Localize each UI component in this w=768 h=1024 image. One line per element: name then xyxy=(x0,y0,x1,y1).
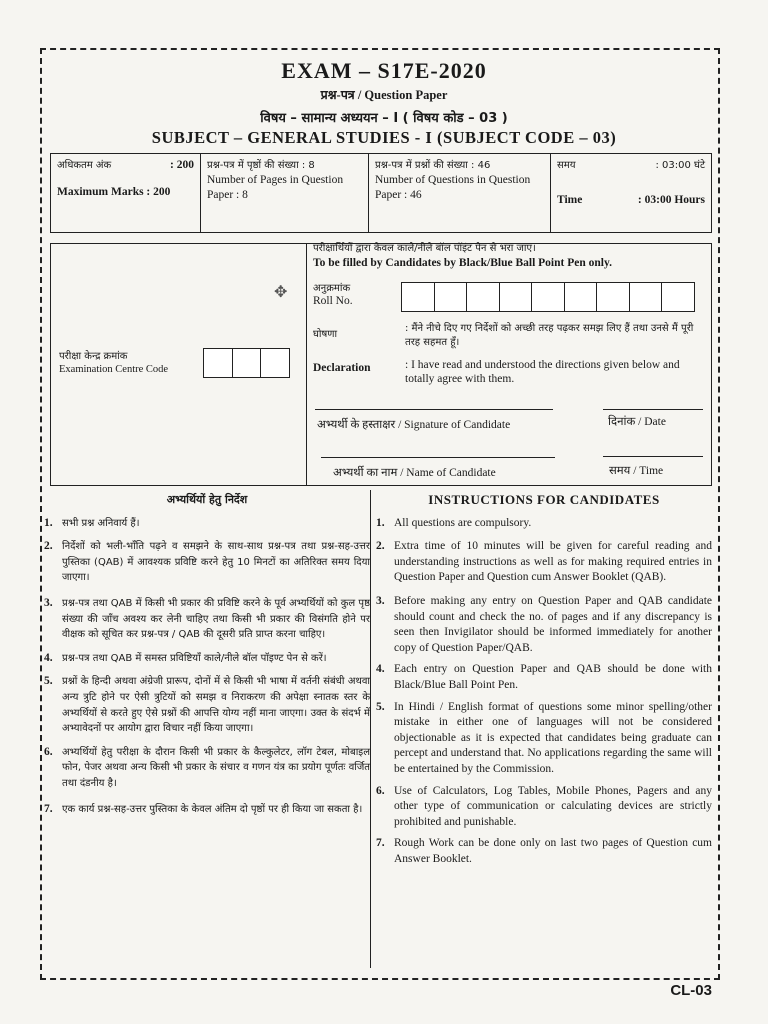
instruction-number: 7. xyxy=(44,802,53,815)
instruction-text: सभी प्रश्न अनिवार्य हैं। xyxy=(62,517,140,529)
instructions-hi-list xyxy=(44,516,370,818)
instruction-text: Extra time of 10 minutes will be given for careful reading and understanding instructions as well as for making required entries in Question Paper and Question cum Answer Booklet (QAB). xyxy=(394,540,712,584)
instruction-number: 4. xyxy=(376,663,385,676)
name-label: अभ्यर्थी का नाम / Name of Candidate xyxy=(333,467,496,479)
instructions-en-list xyxy=(376,516,712,868)
instruction-item xyxy=(44,539,370,586)
instruction-item xyxy=(376,516,712,532)
pages-cell xyxy=(201,154,369,232)
instruction-text: प्रश्नों के हिन्दी अथवा अंग्रेजी प्रारूप, दोनों में से किसी भी भाषा में वर्तनी संबंधी अथवा अन्य त्रुटि होने पर ऐसी त्रुटियों को समझ व निराकरण की अपेक्षा स्नातक स्तर के अभ्यर्थियों से करते हुए ऐसे प्रश्नों की आपत्ति योग्य नहीं माना जाएगा। उक्त के संदर्भ में अभ्यावेदनों पर आयोग द्वारा विचार नहीं किया जाएगा। xyxy=(62,676,370,735)
centre-code-hi: परीक्षा केन्द्र क्रमांक xyxy=(59,351,128,362)
questions-en: Number of Questions in Question Paper : 46 xyxy=(375,174,531,201)
declaration-en: : I have read and understood the directions given below and totally agree with them. xyxy=(405,359,680,385)
instruction-text: Before making any entry on Question Paper and QAB candidate should count and check the no. of pages and if any discrepancy is seen then Invigilator should be informed immediately for another copy of Question Paper/QAB. xyxy=(394,594,712,654)
centre-digit-box[interactable] xyxy=(232,348,262,378)
instruction-number: 1. xyxy=(44,516,53,529)
instruction-item xyxy=(376,700,712,778)
instruction-number: 1. xyxy=(376,516,385,529)
time-hi-value: : 03:00 घंटे xyxy=(655,160,705,171)
name-line[interactable] xyxy=(321,457,555,458)
instructions-divider xyxy=(370,490,371,968)
roll-digit-box[interactable] xyxy=(596,282,630,312)
date-line[interactable] xyxy=(603,409,703,410)
roll-digit-box[interactable] xyxy=(466,282,500,312)
candidate-fill-area xyxy=(313,244,705,485)
roll-hi: अनुक्रमांक xyxy=(313,283,351,294)
instruction-item xyxy=(44,596,370,643)
instruction-item xyxy=(44,674,370,736)
centre-code-label xyxy=(59,350,199,376)
instruction-number: 7. xyxy=(376,837,385,850)
instruction-text: Rough Work can be done only on last two pages of Question cum Answer Booklet. xyxy=(394,837,712,865)
instruction-text: Each entry on Question Paper and QAB should be done with Black/Blue Ball Point Pen. xyxy=(394,663,712,691)
instruction-item xyxy=(376,539,712,586)
pages-en: Number of Pages in Question Paper : 8 xyxy=(207,174,344,201)
instruction-number: 6. xyxy=(376,784,385,797)
declaration-hi-label: घोषणा xyxy=(313,329,338,340)
instruction-text: प्रश्न-पत्र तथा QAB में समस्त प्रविष्टियाँ काले/नीले बॉल पॉइण्ट पेन से करें। xyxy=(62,652,327,664)
instruction-item xyxy=(44,516,370,532)
exam-info-table xyxy=(50,153,712,233)
max-marks-hi-value: : 200 xyxy=(170,159,194,171)
centre-code-en: Examination Centre Code xyxy=(59,364,169,375)
declaration-en-label: Declaration xyxy=(313,362,371,374)
declaration-hi: : मैंने नीचे दिए गए निर्देशों को अच्छी तरह पढ़कर समझ लिए हैं तथा उनसे मैं पूरी तरह सहमत हूँ। xyxy=(405,323,694,348)
time-en: Time xyxy=(557,194,583,206)
instruction-item xyxy=(376,594,712,656)
roll-digit-box[interactable] xyxy=(401,282,435,312)
instruction-text: अभ्यर्थियों हेतु परीक्षा के दौरान किसी भी प्रकार के कैल्कुलेटर, लॉग टेबल, मोबाइल फोन, पेजर अथवा अन्य किसी भी प्रकार के संचार व गणन यंत्र का प्रयोग पूर्णतः वर्जित तथा दंडनीय है। xyxy=(62,746,370,789)
max-marks-cell xyxy=(51,154,201,232)
roll-number-boxes[interactable] xyxy=(401,282,694,312)
time-label: समय / Time xyxy=(609,465,664,477)
roll-digit-box[interactable] xyxy=(499,282,533,312)
roll-digit-box[interactable] xyxy=(564,282,598,312)
roll-number-label xyxy=(313,282,353,308)
instruction-text: एक कार्य प्रश्न-सह-उत्तर पुस्तिका के केवल अंतिम दो पृष्ठों पर ही किया जा सकता है। xyxy=(62,803,363,815)
date-label: दिनांक / Date xyxy=(608,416,666,428)
roll-en: Roll No. xyxy=(313,295,353,307)
roll-digit-box[interactable] xyxy=(661,282,695,312)
instruction-item xyxy=(44,745,370,792)
time-line[interactable] xyxy=(603,456,703,457)
instruction-number: 2. xyxy=(376,540,385,553)
questions-cell xyxy=(369,154,551,232)
max-marks-hi: अधिकतम अंक xyxy=(57,160,112,171)
instruction-number: 3. xyxy=(376,594,385,607)
instruction-text: प्रश्न-पत्र तथा QAB में किसी भी प्रकार की प्रविष्टि करने के पूर्व अभ्यर्थियों को कुल पृष्ठ संख्या की जाँच अवश्य कर लेनी चाहिए तथा किसी भी प्रकार की विसंगति होने पर वीक्षक को सूचित कर प्रश्न-पत्र / QAB की दूसरी प्रति प्राप्त करना चाहिए। xyxy=(62,597,370,641)
roll-digit-box[interactable] xyxy=(629,282,663,312)
instructions-english xyxy=(376,492,712,873)
roll-digit-box[interactable] xyxy=(434,282,468,312)
centre-digit-box[interactable] xyxy=(203,348,233,378)
time-en-value: : 03:00 Hours xyxy=(637,194,705,206)
centre-digit-box[interactable] xyxy=(260,348,290,378)
subject-english: SUBJECT – GENERAL STUDIES - I (SUBJECT CODE – 03) xyxy=(151,128,617,147)
fill-note-en: To be filled by Candidates by Black/Blue Ball Point Pen only. xyxy=(313,257,612,269)
instructions-hi-heading: अभ्यर्थियों हेतु निर्देश xyxy=(166,493,248,506)
paper-subtitle: प्रश्न-पत्र / Question Paper xyxy=(320,88,448,102)
instruction-item xyxy=(376,836,712,867)
candidate-details-box xyxy=(50,243,712,486)
instruction-number: 6. xyxy=(44,745,53,758)
pages-hi: प्रश्न-पत्र में पृष्ठों की संख्या : 8 xyxy=(207,160,315,171)
instruction-text: निर्देशों को भली-भाँति पढ़ने व समझने के साथ-साथ प्रश्न-पत्र तथा प्रश्न-सह-उत्तर पुस्तिका (QAB) में आवश्यक प्रविष्टि करने हेतु 10 मिनटों का अतिरिक्त समय दिया जाएगा। xyxy=(62,541,370,584)
instruction-number: 3. xyxy=(44,596,53,609)
instruction-number: 5. xyxy=(376,700,385,713)
max-marks-en: Maximum Marks : 200 xyxy=(57,186,171,198)
instruction-number: 5. xyxy=(44,675,53,688)
instruction-item xyxy=(376,662,712,693)
signature-label: अभ्यर्थी के हस्ताक्षर / Signature of Candidate xyxy=(317,419,511,431)
scribble-mark-icon: ✥ xyxy=(274,282,288,301)
time-hi: समय xyxy=(557,160,576,171)
exam-title: EXAM – S17E-2020 xyxy=(281,58,487,83)
instruction-item xyxy=(44,651,370,667)
instruction-text: Use of Calculators, Log Tables, Mobile Phones, Pagers and any other type of communication or calculating devices are strictly prohibited and punishable. xyxy=(394,784,712,828)
subject-hindi: विषय – सामान्य अध्ययन – I ( विषय कोड – 03 ) xyxy=(260,111,508,126)
instructions-hindi xyxy=(44,492,370,823)
signature-line[interactable] xyxy=(315,409,553,410)
centre-code-boxes[interactable] xyxy=(203,348,289,378)
instruction-number: 2. xyxy=(44,540,53,553)
instructions-en-heading: INSTRUCTIONS FOR CANDIDATES xyxy=(428,492,660,507)
paper-code: CL-03 xyxy=(670,982,712,999)
questions-hi: प्रश्न-पत्र में प्रश्नों की संख्या : 46 xyxy=(375,160,491,171)
instruction-item xyxy=(376,784,712,831)
instruction-text: All questions are compulsory. xyxy=(394,516,532,529)
box-divider xyxy=(306,244,307,485)
instruction-number: 4. xyxy=(44,651,53,664)
roll-digit-box[interactable] xyxy=(531,282,565,312)
instruction-item xyxy=(44,802,370,818)
time-cell xyxy=(551,154,711,232)
instruction-text: In Hindi / English format of questions some minor spelling/other mistake in either one of languages will not be considered objectionable as it is expected that candidates being graduate can percept and understand that. No applications regarding the same will be entertained by the Commission. xyxy=(394,700,712,775)
fill-note-hi: परीक्षार्थियों द्वारा केवल काले/नीले बॉल पॉइंट पेन से भरा जाए। xyxy=(313,243,536,254)
